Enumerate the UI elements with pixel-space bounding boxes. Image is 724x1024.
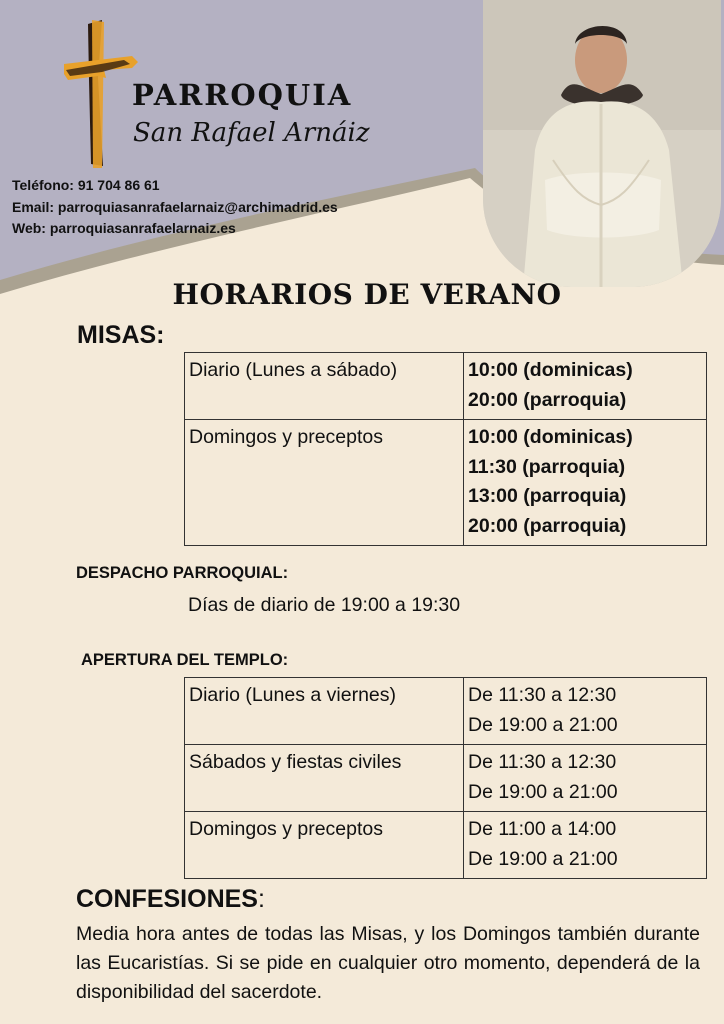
table-row [185, 420, 707, 546]
time-entry: 10:00 (dominicas) [468, 359, 633, 381]
time-entry: De 19:00 a 21:00 [468, 713, 618, 736]
time-entry: De 19:00 a 21:00 [468, 847, 618, 870]
misas-table [184, 352, 707, 546]
time-entry: 13:00 (parroquia) [468, 485, 627, 507]
contact-web[interactable]: Web: parroquiasanrafaelarnaiz.es [12, 220, 236, 236]
contact-phone: Teléfono: 91 704 86 61 [12, 177, 160, 193]
time-entry: De 19:00 a 21:00 [468, 780, 618, 803]
table-cell-times [464, 745, 707, 812]
time-entry: De 11:30 a 12:30 [468, 684, 617, 706]
table-cell-label: Sábados y fiestas civiles [185, 745, 464, 812]
time-entry: De 11:30 a 12:30 [468, 751, 617, 773]
despacho-heading: DESPACHO PARROQUIAL: [76, 564, 289, 582]
apertura-heading: APERTURA DEL TEMPLO: [81, 651, 289, 669]
saint-portrait [483, 0, 721, 287]
time-entry: 20:00 (parroquia) [468, 388, 627, 411]
logo-title: PARROQUIA [132, 78, 353, 112]
time-entry: 20:00 (parroquia) [468, 514, 627, 537]
time-entry: 10:00 (dominicas) [468, 426, 633, 448]
table-cell-times [464, 353, 707, 420]
confesiones-heading: CONFESIONES: [76, 885, 265, 913]
table-row [185, 353, 707, 420]
contact-info [12, 175, 338, 240]
confesiones-heading-text: CONFESIONES [76, 885, 258, 913]
table-cell-label: Diario (Lunes a viernes) [185, 678, 464, 745]
table-cell-times [464, 678, 707, 745]
apertura-table [184, 677, 707, 879]
contact-email[interactable]: Email: parroquiasanrafaelarnaiz@archimadrid.es [12, 198, 338, 215]
table-cell-times [464, 420, 707, 546]
time-entry: 11:30 (parroquia) [468, 455, 626, 478]
table-cell-times [464, 812, 707, 879]
table-row [185, 678, 707, 745]
table-row [185, 812, 707, 879]
logo-subtitle: San Rafael Arnáiz [133, 118, 370, 148]
confesiones-text: Media hora antes de todas las Misas, y los Domingos también durante las Eucaristías. Si se pide en cualquier otro momento, dependerá de la disponibilidad del sacerdote. [76, 923, 700, 1003]
misas-heading: MISAS: [77, 321, 165, 349]
table-cell-label: Diario (Lunes a sábado) [185, 353, 464, 420]
table-cell-label: Domingos y preceptos [185, 812, 464, 879]
despacho-text: Días de diario de 19:00 a 19:30 [188, 594, 461, 616]
page-title: HORARIOS DE VERANO [172, 278, 562, 311]
cross-logo-icon [62, 18, 142, 168]
time-entry: De 11:00 a 14:00 [468, 818, 617, 840]
table-row [185, 745, 707, 812]
table-cell-label: Domingos y preceptos [185, 420, 464, 546]
